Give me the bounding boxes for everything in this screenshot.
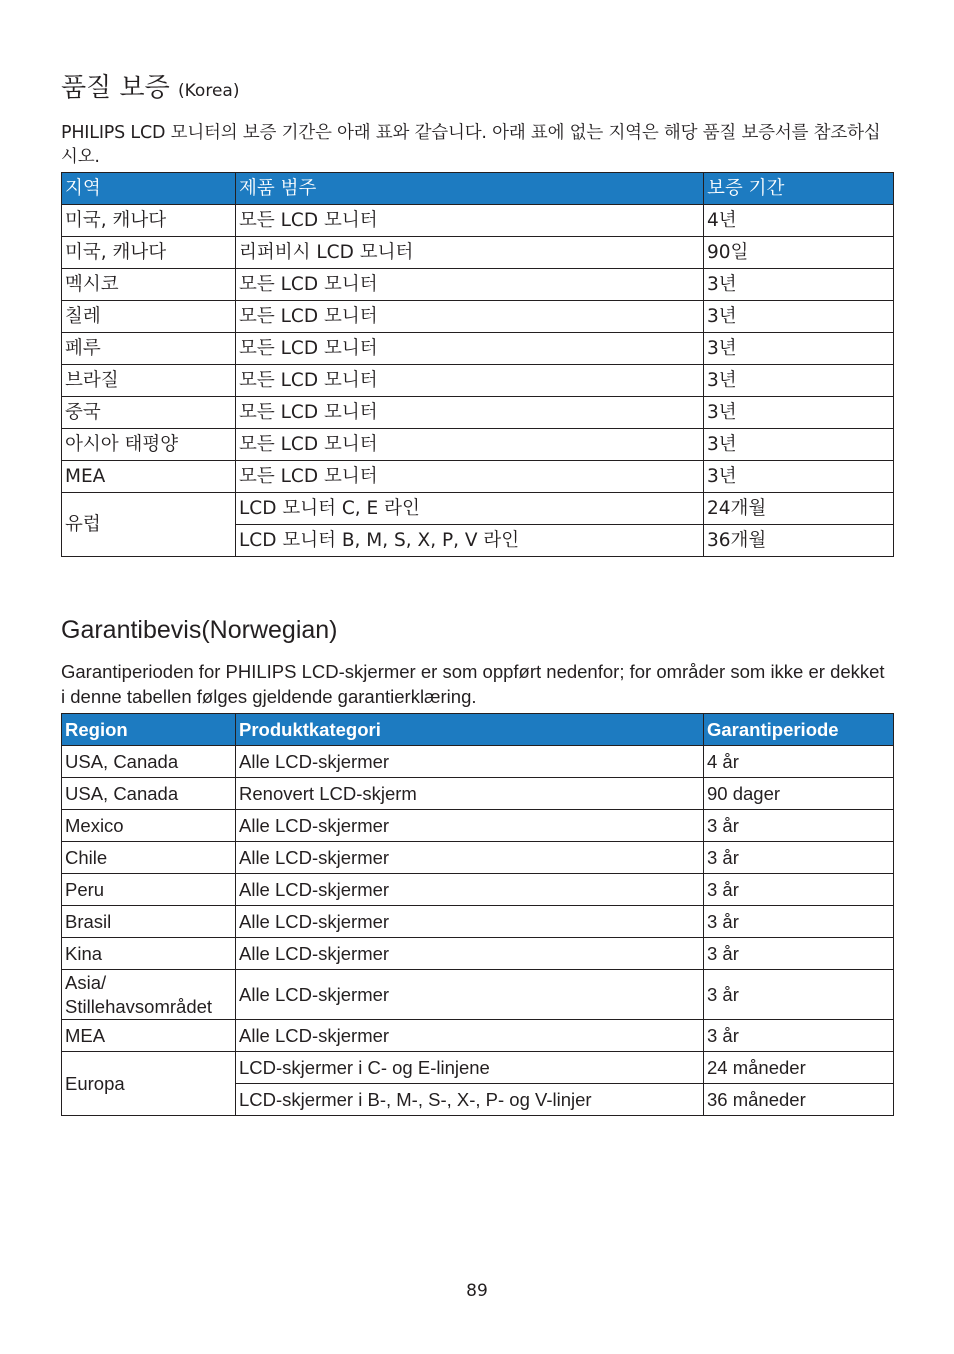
header-region: Region: [62, 714, 236, 746]
cell-product: Renovert LCD-skjerm: [236, 778, 704, 810]
cell-region: USA, Canada: [62, 746, 236, 778]
cell-region: Mexico: [62, 810, 236, 842]
korea-warranty-table: [61, 172, 894, 557]
table-row: [62, 1052, 894, 1084]
cell-period: 3년: [704, 461, 894, 493]
cell-period: 36 måneder: [704, 1084, 894, 1116]
korea-title-suffix: (Korea): [178, 81, 240, 101]
cell-period: 3 år: [704, 810, 894, 842]
cell-product: Alle LCD-skjermer: [236, 810, 704, 842]
cell-product: 모든 LCD 모니터: [236, 301, 704, 333]
cell-period: 3년: [704, 333, 894, 365]
cell-region-europe: 유럽: [62, 493, 236, 557]
cell-period: 3년: [704, 269, 894, 301]
cell-product: LCD 모니터 B, M, S, X, P, V 라인: [236, 525, 704, 557]
cell-period: 3년: [704, 301, 894, 333]
table-row: [62, 269, 894, 301]
cell-period: 3 år: [704, 842, 894, 874]
cell-region: 페루: [62, 333, 236, 365]
table-header-row: [62, 714, 894, 746]
cell-region: Kina: [62, 938, 236, 970]
korea-warranty-section: [61, 70, 893, 557]
cell-product: Alle LCD-skjermer: [236, 970, 704, 1020]
cell-product: Alle LCD-skjermer: [236, 842, 704, 874]
cell-period: 3년: [704, 429, 894, 461]
cell-region: 중국: [62, 397, 236, 429]
norwegian-section-title: Garantibevis(Norwegian): [61, 616, 338, 644]
cell-region: MEA: [62, 1020, 236, 1052]
header-product-category: Produktkategori: [236, 714, 704, 746]
table-row: [62, 333, 894, 365]
table-row: [62, 746, 894, 778]
cell-region: Peru: [62, 874, 236, 906]
cell-product: 리퍼비시 LCD 모니터: [236, 237, 704, 269]
cell-region: Chile: [62, 842, 236, 874]
cell-region: 미국, 캐나다: [62, 237, 236, 269]
cell-product: 모든 LCD 모니터: [236, 205, 704, 237]
cell-product: Alle LCD-skjermer: [236, 746, 704, 778]
header-warranty-period: Garantiperiode: [704, 714, 894, 746]
table-row: [62, 778, 894, 810]
cell-period: 36개월: [704, 525, 894, 557]
cell-period: 4 år: [704, 746, 894, 778]
cell-product: 모든 LCD 모니터: [236, 397, 704, 429]
cell-product: Alle LCD-skjermer: [236, 1020, 704, 1052]
table-row: [62, 237, 894, 269]
norwegian-intro-text: Garantiperioden for PHILIPS LCD-skjermer er som oppført nedenfor; for områder som ikke er dekket i denne tabellen følges gjeldende garantierklæring.: [61, 661, 885, 707]
table-row: [62, 205, 894, 237]
cell-product: 모든 LCD 모니터: [236, 333, 704, 365]
header-region: 지역: [62, 173, 236, 205]
cell-period: 24 måneder: [704, 1052, 894, 1084]
header-warranty-period: 보증 기간: [704, 173, 894, 205]
cell-period: 3 år: [704, 906, 894, 938]
cell-period: 90일: [704, 237, 894, 269]
table-row: [62, 397, 894, 429]
cell-region-europe: Europa: [62, 1052, 236, 1116]
table-row: [62, 842, 894, 874]
cell-region: Asia/ Stillehavsområdet: [62, 970, 236, 1020]
korea-section-title: [61, 70, 893, 109]
cell-product: Alle LCD-skjermer: [236, 938, 704, 970]
cell-period: 3년: [704, 397, 894, 429]
korea-intro-text: PHILIPS LCD 모니터의 보증 기간은 아래 표와 같습니다. 아래 표에 없는 지역은 해당 품질 보증서를 참조하십시오.: [61, 123, 881, 167]
cell-region: Brasil: [62, 906, 236, 938]
table-row: [62, 906, 894, 938]
cell-period: 3 år: [704, 874, 894, 906]
cell-period: 3 år: [704, 970, 894, 1020]
table-row: [62, 429, 894, 461]
table-row: [62, 365, 894, 397]
table-row: [62, 301, 894, 333]
cell-product: Alle LCD-skjermer: [236, 874, 704, 906]
cell-period: 24개월: [704, 493, 894, 525]
cell-period: 4년: [704, 205, 894, 237]
table-row: [62, 938, 894, 970]
cell-product: 모든 LCD 모니터: [236, 269, 704, 301]
cell-region: USA, Canada: [62, 778, 236, 810]
cell-region: MEA: [62, 461, 236, 493]
header-product-category: 제품 범주: [236, 173, 704, 205]
cell-region: 브라질: [62, 365, 236, 397]
cell-product: LCD-skjermer i B-, M-, S-, X-, P- og V-linjer: [236, 1084, 704, 1116]
table-row: [62, 970, 894, 1020]
cell-product: Alle LCD-skjermer: [236, 906, 704, 938]
table-row: [62, 461, 894, 493]
cell-region: 멕시코: [62, 269, 236, 301]
cell-region: 미국, 캐나다: [62, 205, 236, 237]
cell-period: 3 år: [704, 1020, 894, 1052]
cell-period: 90 dager: [704, 778, 894, 810]
norwegian-warranty-table: [61, 713, 894, 1116]
cell-product: 모든 LCD 모니터: [236, 461, 704, 493]
norwegian-warranty-section: [61, 612, 893, 1116]
cell-product: 모든 LCD 모니터: [236, 429, 704, 461]
table-row: [62, 874, 894, 906]
table-row: [62, 493, 894, 525]
cell-product: 모든 LCD 모니터: [236, 365, 704, 397]
table-header-row: [62, 173, 894, 205]
table-row: [62, 1020, 894, 1052]
cell-period: 3 år: [704, 938, 894, 970]
cell-period: 3년: [704, 365, 894, 397]
page-number: 89: [466, 1281, 488, 1301]
cell-product: LCD-skjermer i C- og E-linjene: [236, 1052, 704, 1084]
cell-region: 칠레: [62, 301, 236, 333]
cell-region: 아시아 태평양: [62, 429, 236, 461]
cell-product: LCD 모니터 C, E 라인: [236, 493, 704, 525]
table-row: [62, 810, 894, 842]
korea-title-text: 품질 보증: [61, 73, 170, 103]
